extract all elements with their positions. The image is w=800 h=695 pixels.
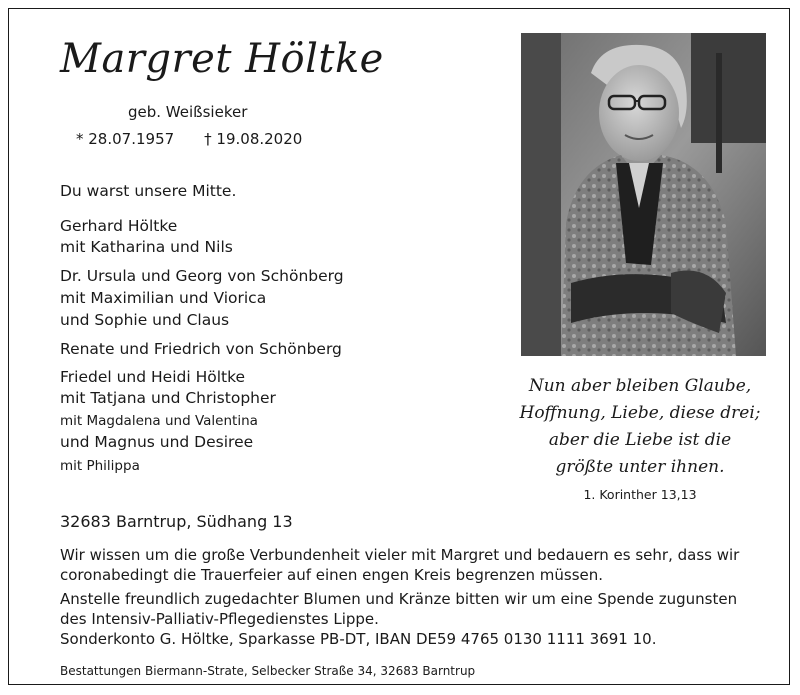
notice-line: Anstelle freundlich zugedachter Blumen und Kränze bitten wir um eine Spende zugunsten <box>60 590 738 608</box>
notice-line: Wir wissen um die große Verbundenheit vieler mit Margret und bedauern es sehr, dass wir <box>60 546 740 564</box>
birth-name: geb. Weißsieker <box>128 103 248 121</box>
mourner-line: und Magnus und Desiree <box>60 433 254 451</box>
motto: Du warst unsere Mitte. <box>60 182 237 200</box>
deceased-name: Margret Höltke <box>60 36 384 82</box>
birth-date: * 28.07.1957 <box>76 130 175 148</box>
mourner-line: Dr. Ursula und Georg von Schönberg <box>60 267 344 285</box>
mourner-line: Friedel und Heidi Höltke <box>60 368 246 386</box>
quote-line: Hoffnung, Liebe, diese drei; <box>519 403 761 423</box>
mourner-line: mit Maximilian und Viorica <box>60 289 267 307</box>
quote-line: größte unter ihnen. <box>555 457 725 477</box>
address: 32683 Barntrup, Südhang 13 <box>60 512 293 531</box>
quote-reference: 1. Korinther 13,13 <box>583 487 697 502</box>
mourner-line: mit Magdalena und Valentina <box>60 413 258 429</box>
mourner-line: Gerhard Höltke <box>60 217 178 235</box>
mourner-line: mit Philippa <box>60 458 140 474</box>
mourner-line: mit Katharina und Nils <box>60 238 233 256</box>
notice-line: des Intensiv-Palliativ-Pflegedienstes Lippe. <box>60 610 379 628</box>
notice-line: Sonderkonto G. Höltke, Sparkasse PB-DT, IBAN DE59 4765 0130 1111 3691 10. <box>60 630 657 648</box>
quote-line: Nun aber bleiben Glaube, <box>528 376 752 396</box>
quote-line: aber die Liebe ist die <box>548 430 732 450</box>
funeral-home: Bestattungen Biermann-Strate, Selbecker Straße 34, 32683 Barntrup <box>60 664 476 678</box>
mourner-line: mit Tatjana und Christopher <box>60 389 276 407</box>
life-dates <box>76 130 302 148</box>
death-date: † 19.08.2020 <box>204 130 303 148</box>
mourner-line: und Sophie und Claus <box>60 311 230 329</box>
portrait-photo <box>521 33 766 356</box>
mourner-line: Renate und Friedrich von Schönberg <box>60 340 342 358</box>
notice-line: coronabedingt die Trauerfeier auf einen engen Kreis begrenzen müssen. <box>60 566 604 584</box>
